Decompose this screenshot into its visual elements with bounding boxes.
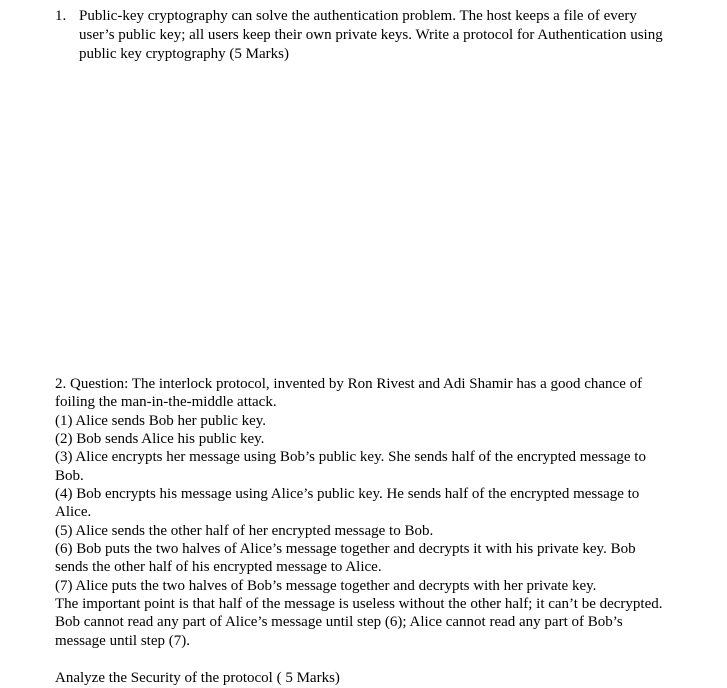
question-2-line: foiling the man-in-the-middle attack.: [55, 394, 277, 410]
question-1-line: user’s public key; all users keep their own private keys. Write a protocol for Authentication using: [79, 27, 663, 43]
question-2-line: (1) Alice sends Bob her public key.: [55, 413, 267, 429]
question-2-line: 2. Question: The interlock protocol, invented by Ron Rivest and Adi Shamir has a good chance of: [55, 376, 643, 392]
question-2-line: sends the other half of his encrypted message to Alice.: [55, 559, 382, 575]
question-1-number: 1.: [55, 8, 67, 24]
question-2-line: (3) Alice encrypts her message using Bob’s public key. She sends half of the encrypted message to: [55, 449, 646, 465]
question-2-line: (7) Alice puts the two halves of Bob’s message together and decrypts with her private key.: [55, 578, 597, 594]
question-2-line: Bob cannot read any part of Alice’s message until step (6); Alice cannot read any part of Bob’s: [55, 614, 623, 630]
question-2-line: message until step (7).: [55, 633, 190, 649]
question-2-line: Alice.: [55, 504, 92, 520]
question-2-line: (5) Alice sends the other half of her encrypted message to Bob.: [55, 523, 434, 539]
question-2-line: (6) Bob puts the two halves of Alice’s message together and decrypts it with his private key. Bob: [55, 541, 636, 557]
question-1-line: Public-key cryptography can solve the authentication problem. The host keeps a file of every: [79, 8, 637, 24]
analyze-instruction: Analyze the Security of the protocol ( 5 Marks): [55, 670, 340, 686]
question-2-line: (4) Bob encrypts his message using Alice’s public key. He sends half of the encrypted message to: [55, 486, 640, 502]
question-2-line: The important point is that half of the message is useless without the other half; it can’t be decrypted.: [55, 596, 663, 612]
question-1-line: public key cryptography (5 Marks): [79, 46, 289, 62]
question-2-line: (2) Bob sends Alice his public key.: [55, 431, 265, 447]
question-2-line: Bob.: [55, 468, 84, 484]
